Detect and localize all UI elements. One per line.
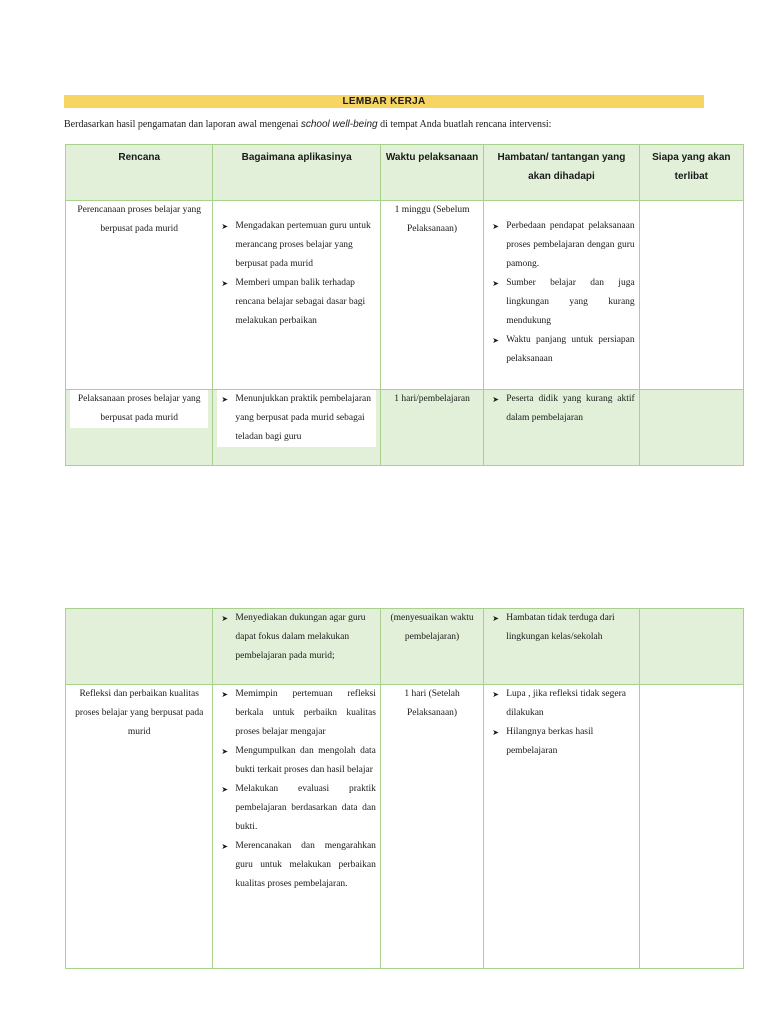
list-item: ➤ Menunjukkan praktik pembelajaran yang berpusat pada murid sebagai teladan bagi guru [217, 390, 375, 447]
cell-siapa [639, 201, 743, 390]
arrow-bullet-icon: ➤ [492, 222, 499, 231]
worksheet-table-page-2 [65, 608, 744, 969]
cell-rencana: Refleksi dan perbaikan kualitas proses belajar yang berpusat pada murid [66, 685, 213, 969]
worksheet-title: LEMBAR KERJA [64, 95, 704, 108]
intro-after: di tempat Anda buatlah rencana intervensi: [377, 119, 552, 130]
table-row [66, 201, 744, 390]
arrow-bullet-icon: ➤ [221, 614, 229, 623]
header-hambatan: Hambatan/ tantangan yang akan dihadapi [484, 145, 639, 201]
header-siapa: Siapa yang akan terlibat [639, 145, 743, 201]
list-item: ➤ Memberi umpan balik terhadap rencana belajar sebagai dasar bagi melakukan perbaikan [217, 274, 375, 331]
cell-siapa [639, 390, 743, 466]
cell-aplikasi [213, 609, 380, 685]
header-aplikasi: Bagaimana aplikasinya [213, 145, 380, 201]
list-item: ➤ Hambatan tidak terduga dari lingkungan kelas/sekolah [488, 609, 634, 647]
list-item: ➤ Memimpin pertemuan refleksi berkala untuk perbaikn kualitas proses belajar mengajar [217, 685, 375, 742]
list-item: ➤ Perbedaan pendapat pelaksanaan proses pembelajaran dengan guru pamong. [488, 217, 634, 274]
cell-hambatan [484, 609, 639, 685]
header-waktu: Waktu pelaksanaan [380, 145, 483, 201]
arrow-bullet-icon: ➤ [492, 690, 499, 699]
list-item: ➤ Melakukan evaluasi praktik pembelajaran berdasarkan data dan bukti. [217, 780, 375, 837]
intro-emphasis: school well-being [300, 119, 378, 130]
list-item: ➤ Lupa , jika refleksi tidak segera dilakukan [488, 685, 634, 723]
arrow-bullet-icon: ➤ [221, 747, 229, 756]
list-item: ➤ Merencanakan dan mengarahkan guru untuk melakukan perbaikan kualitas proses pembelajaran. [217, 837, 375, 894]
list-item: ➤ Mengumpulkan dan mengolah data bukti terkait proses dan hasil belajar [217, 742, 375, 780]
table-row [66, 609, 744, 685]
arrow-bullet-icon: ➤ [221, 785, 229, 794]
list-item: ➤ Waktu panjang untuk persiapan pelaksanaan [488, 331, 634, 369]
cell-siapa [639, 685, 743, 969]
arrow-bullet-icon: ➤ [492, 279, 499, 288]
table-row [66, 390, 744, 466]
arrow-bullet-icon: ➤ [221, 395, 229, 404]
header-rencana: Rencana [66, 145, 213, 201]
table-header-row [66, 145, 744, 201]
list-item: ➤ Mengadakan pertemuan guru untuk merancang proses belajar yang berpusat pada murid [217, 217, 375, 274]
list-item: ➤ Sumber belajar dan juga lingkungan yang kurang mendukung [488, 274, 634, 331]
arrow-bullet-icon: ➤ [221, 279, 229, 288]
cell-waktu: 1 hari (Setelah Pelaksanaan) [380, 685, 483, 969]
list-item: ➤ Peserta didik yang kurang aktif dalam pembelajaran [488, 390, 634, 428]
cell-hambatan [484, 201, 639, 390]
cell-waktu: 1 hari/pembelajaran [380, 390, 483, 466]
cell-hambatan [484, 685, 639, 969]
list-item: ➤ Hilangnya berkas hasil pembelajaran [488, 723, 634, 761]
cell-rencana: Pelaksanaan proses belajar yang berpusat pada murid [66, 390, 213, 466]
arrow-bullet-icon: ➤ [492, 395, 499, 404]
cell-rencana [66, 609, 213, 685]
list-item: ➤ Menyediakan dukungan agar guru dapat fokus dalam melakukan pembelajaran pada murid; [217, 609, 375, 666]
intro-before: Berdasarkan hasil pengamatan dan laporan awal mengenai [64, 119, 301, 130]
cell-waktu: 1 minggu (Sebelum Pelaksanaan) [380, 201, 483, 390]
cell-siapa [639, 609, 743, 685]
arrow-bullet-icon: ➤ [221, 842, 229, 851]
cell-hambatan [484, 390, 639, 466]
arrow-bullet-icon: ➤ [492, 614, 499, 623]
cell-aplikasi [213, 390, 380, 466]
worksheet-table-page-1 [65, 144, 744, 466]
arrow-bullet-icon: ➤ [492, 336, 499, 345]
cell-aplikasi [213, 201, 380, 390]
cell-waktu: (menyesuaikan waktu pembelajaran) [380, 609, 483, 685]
arrow-bullet-icon: ➤ [221, 690, 229, 699]
arrow-bullet-icon: ➤ [221, 222, 229, 231]
intro-text [64, 118, 724, 132]
cell-aplikasi [213, 685, 380, 969]
table-row [66, 685, 744, 969]
cell-rencana: Perencanaan proses belajar yang berpusat pada murid [66, 201, 213, 390]
arrow-bullet-icon: ➤ [492, 728, 499, 737]
